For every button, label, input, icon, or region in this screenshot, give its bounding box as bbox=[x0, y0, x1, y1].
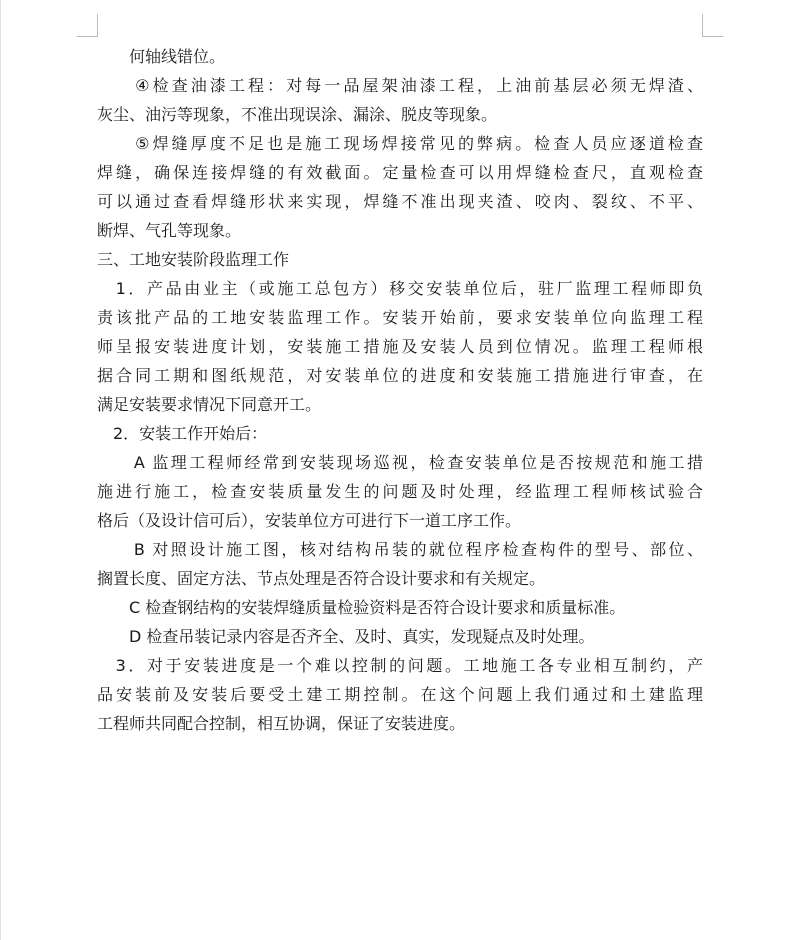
text-line: 品安装前及安装后要受土建工期控制。在这个问题上我们通过和土建监理 bbox=[97, 685, 703, 704]
text-line: 责该批产品的工地安装监理工作。安装开始前，要求安装单位向监理工程 bbox=[97, 308, 703, 327]
text-line: 1．产品由业主（或施工总包方）移交安装单位后，驻厂监理工程师即负 bbox=[97, 279, 703, 298]
text-line: 3．对于安装进度是一个难以控制的问题。工地施工各专业相互制约，产 bbox=[97, 656, 703, 675]
crop-mark-top-left bbox=[77, 14, 98, 37]
document-body bbox=[97, 42, 703, 738]
text-line: 何轴线错位。 bbox=[97, 47, 226, 66]
text-line: ⑤焊缝厚度不足也是施工现场焊接常见的弊病。检查人员应逐道检查 bbox=[97, 134, 703, 153]
text-line: 满足安装要求情况下同意开工。 bbox=[97, 395, 322, 414]
text-line: 断焊、气孔等现象。 bbox=[97, 221, 242, 240]
text-line: 灰尘、油污等现象，不准出现误涂、漏涂、脱皮等现象。 bbox=[97, 105, 498, 124]
text-line: C 检查钢结构的安装焊缝质量检验资料是否符合设计要求和质量标准。 bbox=[97, 598, 626, 617]
text-line: 2．安装工作开始后： bbox=[97, 424, 268, 443]
text-line: 搁置长度、固定方法、节点处理是否符合设计要求和有关规定。 bbox=[97, 569, 546, 588]
text-line: D 检查吊装记录内容是否齐全、及时、真实，发现疑点及时处理。 bbox=[97, 627, 595, 646]
text-line: A 监理工程师经常到安装现场巡视，检查安装单位是否按规范和施工措 bbox=[97, 453, 703, 472]
page-left-edge bbox=[0, 0, 1, 940]
crop-mark-top-right bbox=[702, 14, 723, 37]
text-line: 格后（及设计信可后），安装单位方可进行下一道工序工作。 bbox=[97, 511, 522, 530]
text-line: 施进行施工，检查安装质量发生的问题及时处理，经监理工程师核试验合 bbox=[97, 482, 703, 501]
text-line: 可以通过查看焊缝形状来实现，焊缝不准出现夹渣、咬肉、裂纹、不平、 bbox=[97, 192, 703, 211]
text-line: ④检查油漆工程：对每一品屋架油漆工程，上油前基层必须无焊渣、 bbox=[97, 76, 703, 95]
text-line: 三、工地安装阶段监理工作 bbox=[97, 250, 290, 269]
text-line: B 对照设计施工图，核对结构吊装的就位程序检查构件的型号、部位、 bbox=[97, 540, 703, 559]
text-line: 工程师共同配合控制，相互协调，保证了安装进度。 bbox=[97, 714, 466, 733]
text-line: 焊缝，确保连接焊缝的有效截面。定量检查可以用焊缝检查尺，直观检查 bbox=[97, 163, 703, 182]
text-line: 据合同工期和图纸规范，对安装单位的进度和安装施工措施进行审查，在 bbox=[97, 366, 703, 385]
text-line: 师呈报安装进度计划，安装施工措施及安装人员到位情况。监理工程师根 bbox=[97, 337, 703, 356]
